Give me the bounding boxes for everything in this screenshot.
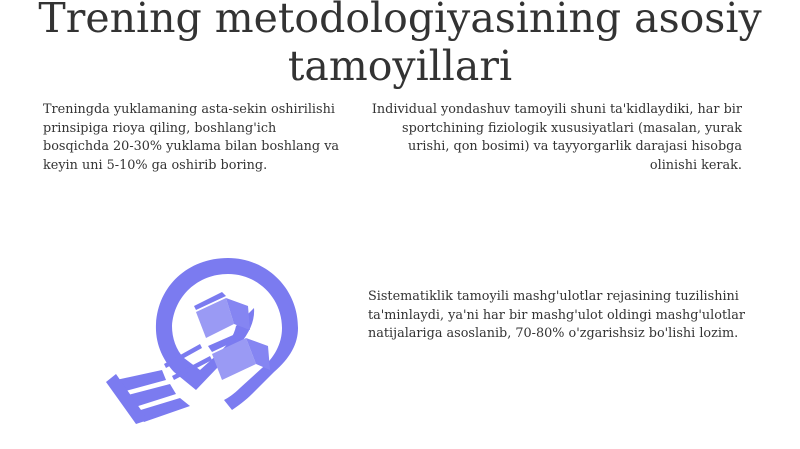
page-title: Trening metodologiyasining asosiy tamoyillari [38, 0, 762, 90]
principle-systematic: Sistematiklik tamoyili mashg'ulotlar rejasining tuzilishini ta'minlaydi, ya'ni har bir mashg'ulot oldingi mashg'ulotlar natijalariga asoslanib, 70-80% o'zgarishsiz bo'lishi lozim. [368, 289, 745, 342]
principle-gradual-load: Treningda yuklamaning asta-sekin oshirilishi prinsipiga rioya qiling, boshlang'ich bosqichda 20-30% yuklama bilan boshlang va keyin uni 5-10% ga oshirib boring. [43, 102, 340, 173]
principle-individual-approach: Individual yondashuv tamoyili shuni ta'kidlaydiki, har bir sportchining fiziologik xususiyatlari (masalan, yurak urishi, qon bosimi) va tayyorgarlik darajasi hisobga olinishi kerak. [371, 102, 742, 173]
lightbulb-book-icon [100, 252, 310, 427]
